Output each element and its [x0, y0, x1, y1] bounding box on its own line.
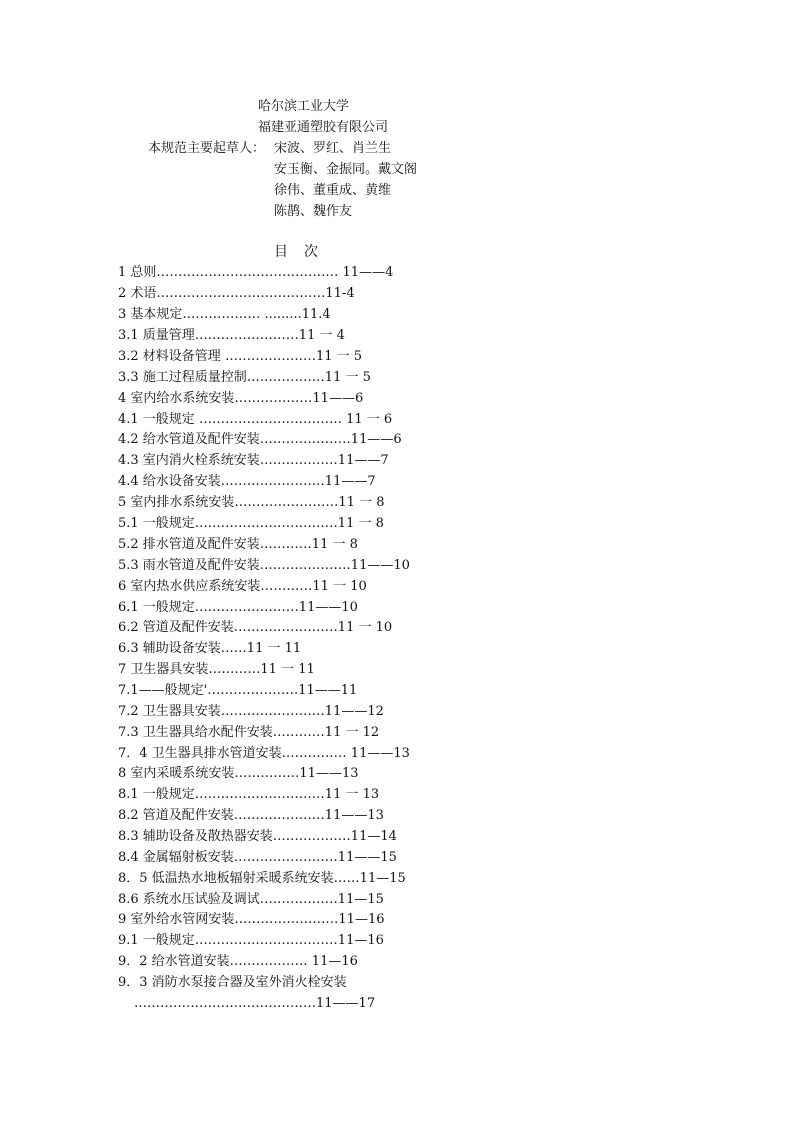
toc-entry: 8.1 一般规定…………………………11 一 13	[118, 787, 380, 802]
toc-entry: 8．5 低温热水地板辐射采暖系统安装……11—15	[118, 871, 406, 886]
toc-entry: 8 室内采暖系统安装……………11——13	[118, 766, 359, 781]
toc-entry: 5 室内排水系统安装……………………11 一 8	[118, 495, 385, 510]
toc-entry: 3 基本规定……………… .........11.4	[118, 307, 331, 322]
toc-entry: 9．2 给水管道安装……………… 11—16	[118, 954, 358, 969]
toc-entry: 4 室内给水系统安装………………11——6	[118, 391, 364, 406]
toc-entry: 3.2 材料设备管理 …………………11 一 5	[118, 349, 363, 364]
toc-entry: 6 室内热水供应系统安装…………11 一 10	[118, 579, 367, 594]
toc-entry: 9 室外给水管网安装……………………11—16	[118, 912, 385, 927]
toc-entry: 8.6 系统水压试验及调试………………11—15	[118, 892, 384, 907]
toc-entry: 9．3 消防水泵接合器及室外消火栓安装	[118, 975, 347, 990]
toc-entry: ……………………………………11——17	[134, 996, 376, 1011]
toc-entry: 2 术语…………………………………11-4	[118, 286, 355, 301]
toc-entry: 4.3 室内消火栓系统安装………………11——7	[118, 453, 389, 468]
toc-entry: 3.3 施工过程质量控制………………11 一 5	[118, 370, 371, 385]
drafters-line-3: 徐伟、董重成、黄维	[274, 183, 392, 198]
toc-entry: 7.2 卫生器具安装……………………11——12	[118, 704, 384, 719]
toc-entry: 5.3 雨水管道及配件安装…………………11——10	[118, 558, 410, 573]
institution-1: 哈尔滨工业大学	[258, 99, 350, 114]
institution-2: 福建亚通塑胶有限公司	[258, 120, 389, 135]
toc-entry: 6.2 管道及配件安装……………………11 一 10	[118, 620, 393, 635]
drafters-line-4: 陈鹊、魏作友	[274, 204, 353, 219]
toc-entry: 7 卫生器具安装…………11 一 11	[118, 662, 315, 677]
toc-entry: 8.2 管道及配件安装…………………11——13	[118, 808, 384, 823]
toc-entry: 4.4 给水设备安装……………………11——7	[118, 474, 376, 489]
toc-entry: 7.3 卫生器具给水配件安装…………11 一 12	[118, 725, 380, 740]
toc-entry: 4.2 给水管道及配件安装…………………11——6	[118, 432, 402, 447]
toc-entry: 3.1 质量管理……………………11 一 4	[118, 328, 345, 343]
toc-entry: 5.2 排水管道及配件安装…………11 一 8	[118, 537, 358, 552]
drafters-line-2: 安玉衡、金振同。戴文阁	[274, 162, 418, 177]
drafters-line-1: 宋波、罗红、肖兰生	[274, 141, 392, 156]
toc-entry: 6.3 辅助设备安装……11 一 11	[118, 641, 302, 656]
toc-entry: 7.1——般规定'…………………11——11	[118, 683, 358, 698]
drafters-label: 本规范主要起草人：	[148, 141, 266, 156]
toc-entry: 4.1 一般规定 …………………………… 11 一 6	[118, 412, 393, 427]
toc-entry: 1 总则…………………………………… 11——4	[118, 265, 394, 280]
toc-entry: 5.1 一般规定……………………………11 一 8	[118, 516, 384, 531]
toc-title: 目 次	[274, 244, 319, 260]
toc-entry: 7．4 卫生器具排水管道安装…………… 11——13	[118, 746, 410, 761]
toc-entry: 8.3 辅助设备及散热器安装………………11—14	[118, 829, 397, 844]
toc-entry: 6.1 一般规定……………………11——10	[118, 600, 358, 615]
toc-entry: 8.4 金属辐射板安装……………………11——15	[118, 850, 397, 865]
toc-entry: 9.1 一般规定……………………………11—16	[118, 933, 384, 948]
